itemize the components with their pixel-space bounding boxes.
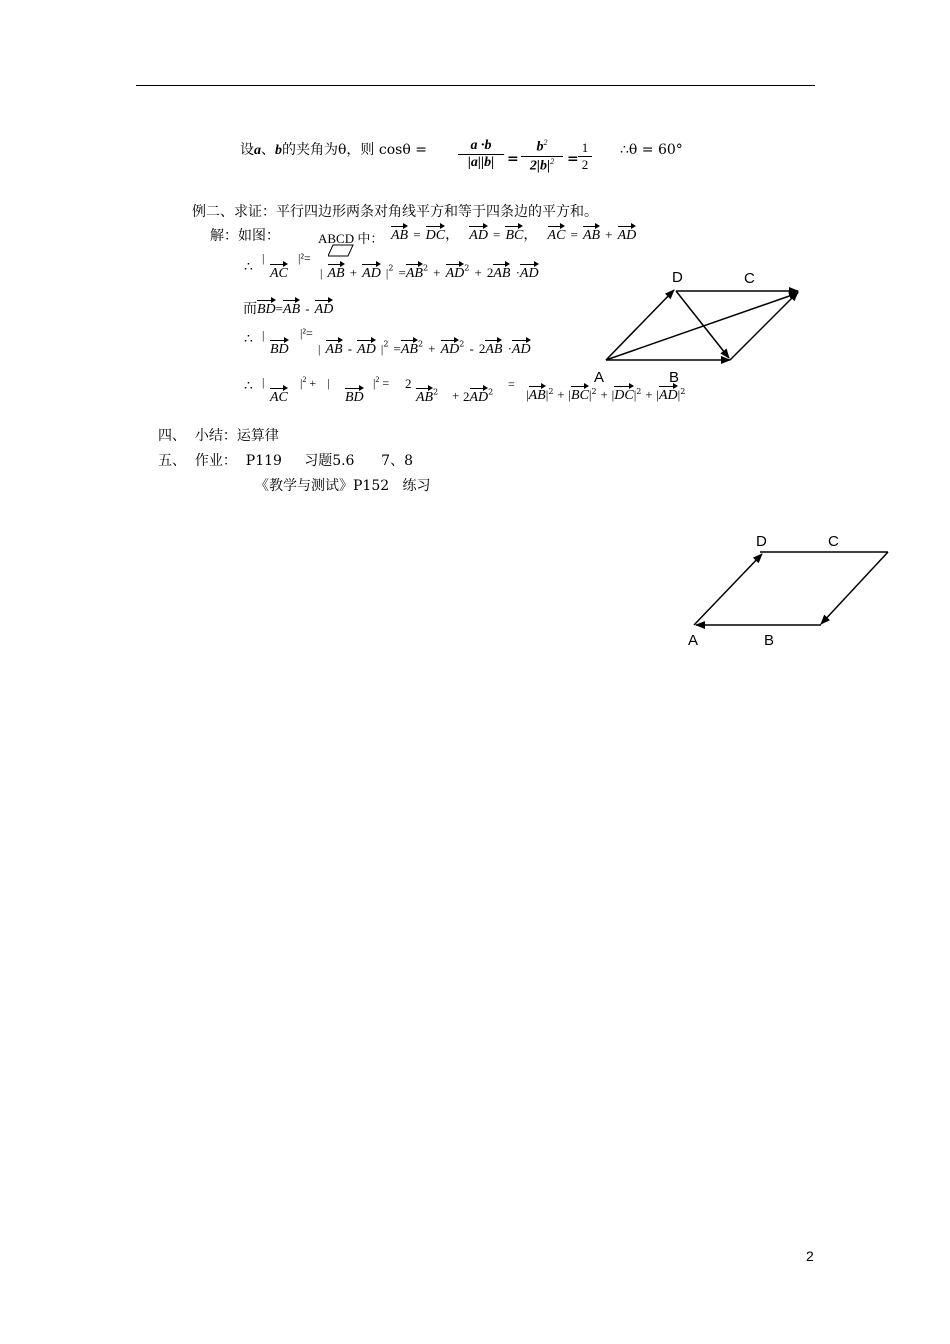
diagonal-DB [676,291,729,358]
label-C: C [828,533,839,550]
superscript: 2 [422,263,429,273]
header-rule [136,85,815,86]
fraction-ab-over-norms [458,138,504,171]
abs-bar: | [262,328,265,342]
label-B: B [764,632,775,649]
vector-b: b [275,143,282,158]
fraction-one-half [578,140,592,173]
example-2-title: 例二、求证：平行四边形两条对角线平方和等于四条边的平方和。 [192,204,598,220]
superscript: 2 [383,339,389,349]
coefficient-two: 2 [405,376,412,391]
label-C: C [744,270,755,287]
vector-AB: AB [391,224,408,244]
ac-squared-plus [300,375,330,391]
vector-AC: AC [548,224,566,244]
abs-bar: | [568,387,572,402]
equals-sign: = [507,151,519,167]
comma: ， [445,227,460,243]
vector-AB: AB [493,262,510,282]
fraction-b-squared [521,138,563,174]
cos-text: 的夹角为θ，则 cosθ = [282,142,427,158]
plus-sign: + [309,376,317,390]
equals-sign: = [275,301,284,316]
superscript: 2 [543,138,548,147]
vector-AD: AD [618,224,637,244]
vector-AB: AB [326,338,343,358]
vector-AB: AB [583,224,600,244]
therefore-symbol: ∴ [244,259,253,275]
equals-sign: = [382,376,390,390]
two-b-norm: 2|b| [529,158,551,174]
plus-sign: + [605,227,613,242]
separator: 、 [261,142,275,158]
coefficient-two: 2 [478,341,486,356]
vector-AB: AB [406,262,423,282]
vector-AD: AD [315,298,334,318]
b-squared: b [536,139,544,155]
abs-bar: | [380,342,384,356]
abs-bar: | [385,266,389,280]
plus-sign: + [433,265,441,280]
label-D: D [672,269,683,286]
dot-product: · [507,341,512,356]
abs-bar: | [526,387,529,402]
fraction-denominator: 2 [581,157,589,172]
vector-AB: AB [529,384,546,404]
summary-item-5 [158,452,413,470]
equals-sign: = [398,265,406,280]
plus-sign: + [474,265,482,280]
abs-bar: | [677,387,681,402]
dot-product: · [515,265,520,280]
abs-bar-squared-equals: |²= [300,326,313,340]
minus-sign: - [305,301,310,316]
lead-text: 设 [240,142,254,158]
equals-sign: = [567,151,579,167]
summary-item-4 [158,427,279,445]
vector-AB: AB [485,338,502,358]
vector-BC: BC [505,224,523,244]
label-A: A [688,632,699,649]
abs-bar: | [656,387,659,402]
vector-BD: BD [257,298,276,318]
plus-sign: + [349,265,358,280]
bd-expansion-row [318,338,531,358]
abs-bar: | [320,266,323,280]
item-number: 五、 [158,453,186,469]
vector-AD: AD [520,262,539,282]
superscript: 2 [375,375,380,384]
fraction-numerator: a ·b [458,138,504,155]
vector-AB: AB [328,262,345,282]
plus-sign: + [645,387,653,402]
superscript: 2 [464,263,470,273]
superscript: 2 [433,387,439,397]
abs-bar: | [262,375,265,389]
superscript: 2 [302,375,307,384]
coefficient-two: 2 [486,265,494,280]
bd-squared-equals [373,375,389,391]
solution-label: 解：如图： [210,228,280,244]
superscript: 2 [591,387,597,396]
therefore-symbol: ∴ [244,378,253,394]
plus-sign: + [452,388,460,403]
superscript: 2 [459,339,465,349]
superscript: 2 [548,387,554,396]
vector-AC: AC [270,262,288,282]
abs-bar: | [633,387,637,402]
diagonal-AC [606,293,798,360]
plus-sign: + [428,341,436,356]
vector-AB: AB [416,386,433,406]
vector-AD: AD [441,338,460,358]
parallelogram-diagram-cycle [682,528,892,653]
superscript: 2 [488,387,494,397]
label-D: D [756,533,767,550]
vector-AD: AD [357,338,376,358]
homework-line-2: 《教学与测试》P152 练习 [255,478,431,494]
vector-AD: AD [470,386,489,406]
comma: ， [523,227,538,243]
vector-DC: DC [426,224,445,244]
item-text: 作业： P119 习题5.6 7、8 [194,453,413,469]
equals-sign: = [393,341,401,356]
vector-equations-row [391,224,636,244]
item-text: 小结：运算律 [194,428,279,444]
superscript: 2 [636,387,642,396]
superscript: 2 [550,156,555,166]
vector-AD: AD [446,262,465,282]
vector-BD: BD [345,386,364,406]
minus-sign: - [469,341,474,356]
minus-sign: - [347,341,353,356]
vector-AD: AD [512,338,531,358]
item-number: 四、 [158,428,186,444]
edge-BC [730,292,798,360]
abs-bar: | [545,387,549,402]
vector-AD: AD [469,224,488,244]
plus-sign: + [600,387,608,402]
vector-AC: AC [270,386,288,406]
abs-bar: | [588,387,592,402]
theta-conclusion: ∴θ = 60° [620,142,683,158]
vector-AD: AD [362,262,381,282]
page-number: 2 [806,1248,814,1264]
abs-bar: | [327,376,330,390]
abs-bar-squared-equals: |²= [298,251,311,265]
therefore-symbol: ∴ [244,331,253,347]
abs-bar: | [373,376,376,390]
abs-bar: | [300,376,303,390]
edge-AD [606,290,674,360]
vector-a: a [254,143,261,158]
abs-bar: | [318,342,321,356]
er-word: 而 [243,301,257,317]
plus-sign: + [557,387,565,402]
fraction-denominator: |a||b| [467,155,495,170]
superscript: 2 [417,339,424,349]
equals-sign: = [508,377,515,391]
label-B: B [669,369,680,386]
equals-sign: = [493,227,501,242]
abs-bar: | [611,387,615,402]
abcd-label: ABCD 中： [318,231,384,246]
edge-AD [694,554,762,625]
vector-AB: AB [401,338,418,358]
parallelogram-diagram-diagonals [590,262,810,392]
vector-BC: BC [571,384,589,404]
vector-BD: BD [270,338,289,358]
ac-expansion-row [320,262,539,282]
label-A: A [594,369,605,386]
fraction-numerator: 1 [578,140,592,157]
vector-AD: AD [659,384,678,404]
superscript: 2 [680,387,686,396]
equals-sign: = [570,227,578,242]
bd-definition-row [243,298,333,318]
angle-setup-text [240,141,427,160]
coefficient-two: 2 [463,389,470,404]
vector-DC: DC [614,384,633,404]
equals-sign: = [413,227,421,242]
abs-bar: | [262,251,265,265]
edge-CB [821,552,888,624]
vector-AB: AB [283,298,300,318]
superscript: 2 [388,263,394,273]
